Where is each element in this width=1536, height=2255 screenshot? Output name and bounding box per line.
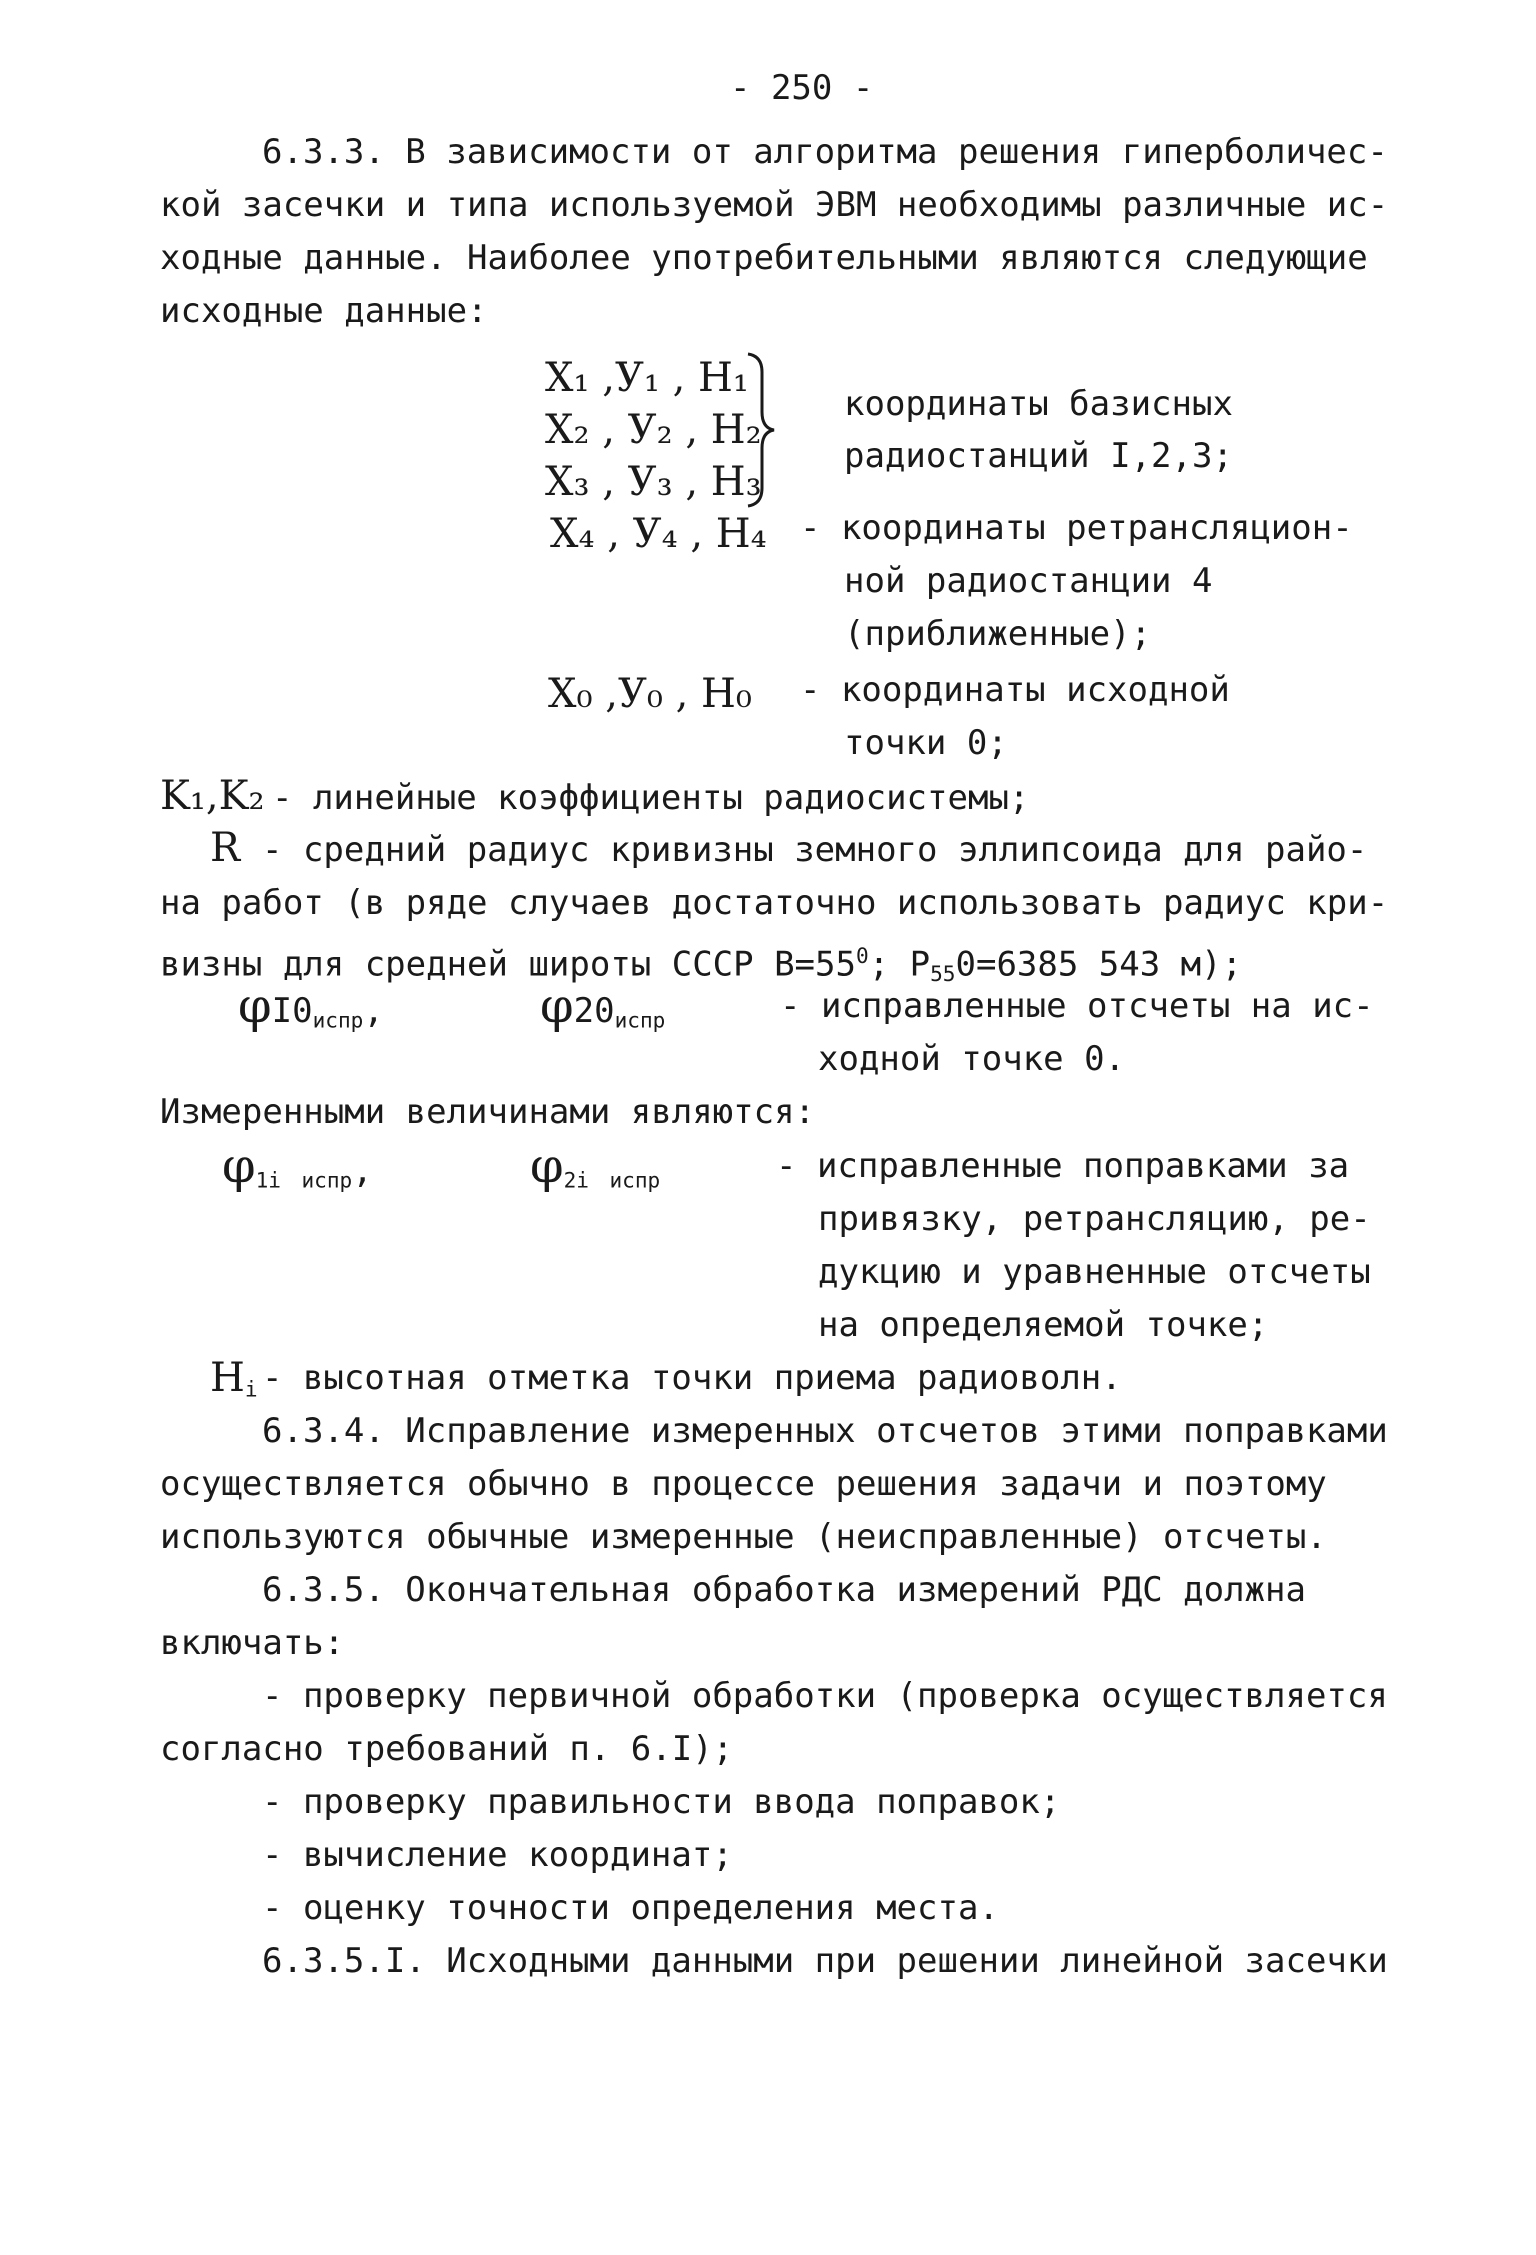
k-desc: - линейные коэффициенты радиосистемы; <box>272 778 1030 818</box>
coords-row-1: X₁ ,У₁ , H₁ <box>545 355 749 401</box>
list-item-4: - оценку точности определения места. <box>262 1888 999 1928</box>
list-item-1a: - проверку первичной обработки (проверка осуществляется <box>262 1676 1388 1716</box>
phi-10-corrected: $\varphi I0_{испр}$, <box>238 978 384 1034</box>
list-item-1b: согласно требований п. 6.I); <box>160 1729 734 1769</box>
k-symbol: K₁,K₂ <box>160 773 265 819</box>
relay-desc-1: - координаты ретрансляцион- <box>800 508 1353 548</box>
phi-measured-desc-1: - исправленные поправками за <box>776 1146 1350 1186</box>
base-stations-desc-1: координаты базисных <box>844 384 1233 424</box>
page-number: - 250 - <box>730 68 874 108</box>
list-item-3: - вычисление координат; <box>262 1835 733 1875</box>
coords-row-2: X₂ , У₂ , H₂ <box>545 407 762 453</box>
coords-row-4: X₄ , У₄ , H₄ <box>550 511 767 557</box>
section-6-3-5-line-1: 6.3.5. Окончательная обработка измерений РДС должна <box>262 1570 1306 1610</box>
r-desc-3: визны для средней широты СССР $B=55^0$; $P_{55}0=6385$ 543 м); <box>160 943 1243 986</box>
origin-desc-2: точки 0; <box>844 723 1008 763</box>
phi-measured-desc-4: на определяемой точке; <box>818 1305 1269 1345</box>
origin-desc-1: - координаты исходной <box>800 670 1230 710</box>
phi-measured-desc-3: дукцию и уравненные отсчеты <box>818 1252 1371 1292</box>
phi-corrected-desc-1: - исправленные отсчеты на ис- <box>780 986 1374 1026</box>
r-desc-2: на работ (в ряде случаев достаточно использовать радиус кри- <box>160 883 1389 923</box>
section-6-3-3-line-4: исходные данные: <box>160 291 488 331</box>
coords-row-3: X₃ , У₃ , H₃ <box>545 459 762 505</box>
section-6-3-3-line-1: 6.3.3. В зависимости от алгоритма решения гиперболичес- <box>262 132 1388 172</box>
r-desc-1: - средний радиус кривизны земного эллипсоида для райо- <box>262 830 1368 870</box>
phi-corrected-desc-2: ходной точке 0. <box>818 1039 1126 1079</box>
list-item-2: - проверку правильности ввода поправок; <box>262 1782 1061 1822</box>
curly-brace-icon <box>740 350 780 510</box>
coords-row-0: X₀ ,У₀ , H₀ <box>548 671 752 717</box>
phi-measured-desc-2: привязку, ретрансляцию, ре- <box>818 1199 1371 1239</box>
height-symbol: $H_i$ <box>210 1355 258 1402</box>
section-6-3-5-1-line-1: 6.3.5.I. Исходными данными при решении линейной засечки <box>262 1941 1388 1981</box>
section-6-3-3-line-3: ходные данные. Наиболее употребительными являются следующие <box>160 238 1368 278</box>
base-stations-desc-2: радиостанций I,2,3; <box>844 436 1233 476</box>
section-6-3-4-line-2: осуществляется обычно в процессе решения задачи и поэтому <box>160 1464 1327 1504</box>
phi-2i-measured: $\varphi_{2i}$ $_{испр}$ <box>530 1138 661 1194</box>
relay-desc-2: ной радиостанции 4 <box>844 561 1213 601</box>
phi-1i-measured: $\varphi_{1i}$ $_{испр}$, <box>222 1138 373 1194</box>
section-6-3-4-line-3: используются обычные измеренные (неисправленные) отсчеты. <box>160 1517 1327 1557</box>
measured-intro: Измеренными величинами являются: <box>160 1092 816 1132</box>
phi-20-corrected: $\varphi 20_{испр}$ <box>540 978 666 1034</box>
section-6-3-4-line-1: 6.3.4. Исправление измеренных отсчетов этими поправками <box>262 1411 1388 1451</box>
relay-desc-3: (приближенные); <box>844 614 1152 654</box>
section-6-3-5-line-2: включать: <box>160 1623 345 1663</box>
section-6-3-3-line-2: кой засечки и типа используемой ЭВМ необходимы различные ис- <box>160 185 1389 225</box>
height-desc: - высотная отметка точки приема радиоволн. <box>262 1358 1122 1398</box>
r-symbol: R <box>210 825 241 871</box>
